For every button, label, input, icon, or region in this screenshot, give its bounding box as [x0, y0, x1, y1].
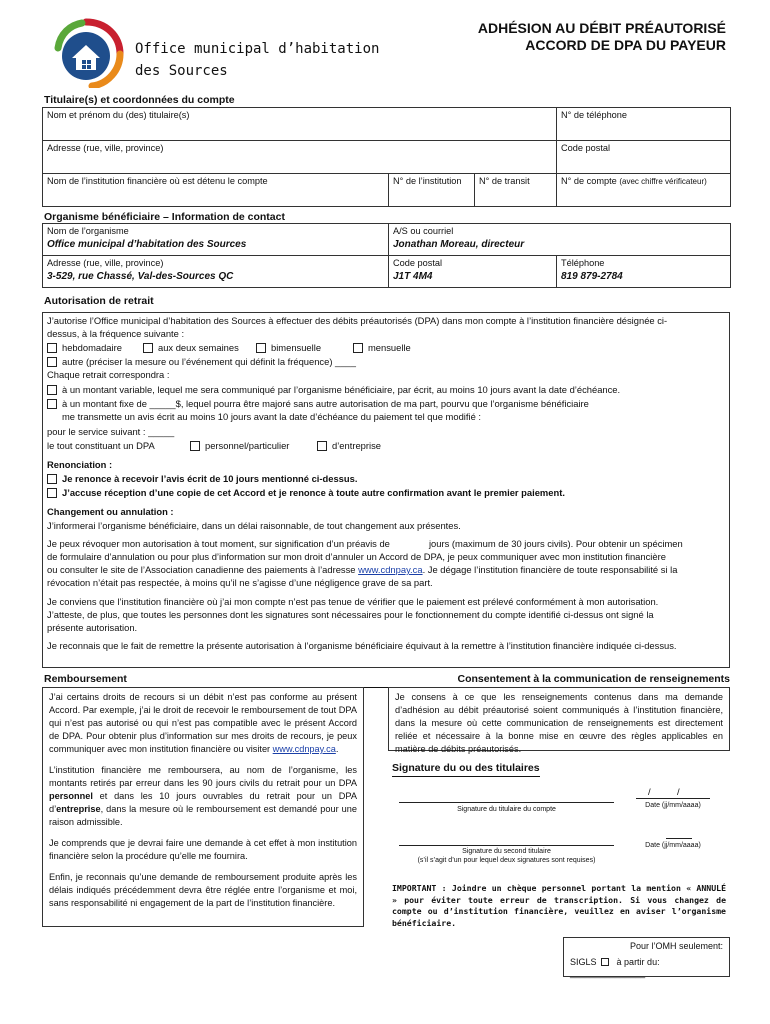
refund-p2-middle: et dans les 10 jours ouvrables du retrait pour un DPA d’: [49, 791, 357, 814]
waiver-heading: Renonciation :: [47, 459, 113, 471]
refund-paragraph-4: Enfin, je reconnais qu’une demande de remboursement produite après les délais indiqués précédemment devra être réglée entre l’organisme et moi, sans responsabilité ni engagement de la part de l’institution financière.: [49, 872, 357, 908]
fixed-amount-row: [47, 397, 725, 411]
document-title: [478, 20, 726, 54]
beneficiary-contact-label: A/S ou courriel: [393, 226, 454, 236]
holder-name-label: Nom et prénom du (des) titulaire(s): [47, 110, 190, 120]
organization-logo: [48, 18, 124, 88]
beneficiary-phone-value: 819 879-2784: [561, 270, 623, 282]
fixed-amount-label-line2: me transmette un avis écrit au moins 10 jours avant la date d’échéance du paiement tel que modifié :: [62, 410, 481, 422]
weekly-label: hebdomadaire: [62, 342, 122, 354]
office-use-sigls-row: [570, 957, 723, 980]
revoke-line2: de formulaire d’annulation ou pour plus d’information sur mon droit d’annuler un Accord de DPA, je peux communiquer avec mon institution financière: [47, 550, 666, 562]
refund-cdnpay-link[interactable]: www.cdnpay.ca: [272, 744, 336, 754]
institution-number-field[interactable]: [389, 174, 475, 207]
service-line: pour le service suivant : _____: [47, 425, 175, 437]
org-name-line1: Office municipal d’habitation: [135, 41, 380, 57]
business-dpa-checkbox[interactable]: [317, 441, 327, 451]
holder-address-field[interactable]: [43, 141, 557, 174]
consent-box: [388, 687, 730, 754]
date1-label: Date (jj/mm/aaaa): [645, 802, 701, 809]
office-use-title: Pour l’OMH seulement:: [629, 941, 723, 951]
fixed-amount-label: à un montant fixe de _____$, lequel pourra être majoré sans autre autorisation de ma part, pourvu que l’organisme bénéficiaire: [62, 397, 589, 409]
waiver-notice-row: [47, 472, 725, 486]
consent-heading: Consentement à la communication de renseignements: [392, 673, 730, 688]
beneficiary-org-cell: [43, 224, 389, 256]
holder-postal-label: Code postal: [561, 143, 611, 153]
second-signature-note: (s’il s’agit d’un pour lequel deux signatures sont requises): [417, 857, 596, 865]
authorization-intro-line2: dessus, à la fréquence suivante :: [47, 328, 185, 340]
dpa-type-row: [47, 439, 725, 453]
beneficiary-org-value: Office municipal d’habitation des Sources: [47, 238, 247, 250]
office-use-from: à partir du: _______________: [570, 956, 660, 979]
personal-dpa-checkbox[interactable]: [190, 441, 200, 451]
waiver-notice-checkbox[interactable]: [47, 474, 57, 484]
authorization-box: [42, 312, 730, 668]
account-number-label: N° de compte: [561, 176, 617, 186]
agree-line3: présente autorisation.: [47, 622, 138, 634]
cdnpay-link[interactable]: www.cdnpay.ca: [358, 564, 423, 576]
frequency-other-row: [47, 355, 725, 369]
organization-name: [135, 38, 379, 82]
date2-line[interactable]: [666, 838, 692, 839]
refund-paragraph-3: Je comprends que je devrai faire une demande à cet effet à mon institution financière selon la procédure qu’elle me fournira.: [49, 838, 357, 861]
business-dpa-label: d’entreprise: [332, 439, 381, 451]
institution-number-label: N° de l’institution: [393, 176, 462, 186]
beneficiary-postal-cell: [389, 256, 557, 288]
beneficiary-org-label: Nom de l’organisme: [47, 226, 129, 236]
beneficiary-postal-label: Code postal: [393, 258, 443, 268]
refund-heading: Remboursement: [44, 673, 390, 688]
holder-table: [42, 107, 731, 207]
variable-amount-row: [47, 383, 725, 397]
biweekly-checkbox[interactable]: [143, 343, 153, 353]
revoke-line1: Je peux révoquer mon autorisation à tout moment, sur signification d’un préavis de jours (maximum de 30 jours civils). Pour obtenir un spécimen: [47, 537, 683, 549]
agree-line1: Je conviens que l’institution financière où j’ai mon compte n’est pas tenue de vérifier que le paiement est prélevé conformément à mon autorisation.: [47, 595, 659, 607]
weekly-checkbox[interactable]: [47, 343, 57, 353]
sigls-checkbox[interactable]: [601, 958, 609, 966]
institution-name-label: Nom de l’institution financière où est détenu le compte: [47, 176, 268, 186]
holder-name-field[interactable]: [43, 108, 557, 141]
revoke-line3-text: ou consulter le site de l’Association canadienne des paiements à l’adresse: [47, 564, 359, 576]
beneficiary-address-cell: [43, 256, 389, 288]
agree-paragraph: [47, 596, 725, 635]
important-notice: IMPORTANT : Joindre un chèque personnel portant la mention « ANNULÉ » pour éviter toute erreur de transcription. Si vous changez de compte ou d’institution financière, veuillez en aviser l’organisme bénéficiaire.: [392, 883, 726, 928]
org-name-line2: des Sources: [135, 63, 228, 79]
beneficiary-postal-value: J1T 4M4: [393, 270, 433, 282]
refund-paragraph-1: [49, 691, 357, 756]
holder-address-label: Adresse (rue, ville, province): [47, 143, 164, 153]
doc-title-line1: ADHÉSION AU DÉBIT PRÉAUTORISÉ: [477, 20, 726, 36]
second-signature-labels: [399, 847, 614, 865]
authorization-intro-line1: J’autorise l’Office municipal d’habitation des Sources à effectuer des débits préautorisés (DPA) dans mon compte à l’institution financière désignée ci-: [47, 315, 668, 326]
remit-text: Je reconnais que le fait de remettre la présente autorisation à l’organisme bénéficiaire équivaut à la remettre à l’institution financière indiquée ci-dessus.: [47, 640, 677, 652]
signature-heading: Signature du ou des titulaires: [392, 762, 540, 777]
beneficiary-address-value: 3-529, rue Chassé, Val-des-Sources QC: [47, 270, 234, 282]
holder-section-heading: Titulaire(s) et coordonnées du compte: [44, 94, 235, 106]
other-frequency-label: autre (préciser la mesure ou l’événement qui définit la fréquence) ____: [62, 356, 356, 368]
refund-p2-business: entreprise: [56, 804, 101, 814]
variable-amount-checkbox[interactable]: [47, 385, 57, 395]
beneficiary-section-heading: Organisme bénéficiaire – Information de contact: [44, 211, 285, 223]
beneficiary-phone-label: Téléphone: [561, 258, 605, 268]
refund-p1-end: .: [335, 744, 339, 754]
holder-signature-label: Signature du titulaire du compte: [457, 806, 556, 813]
dpa-type-label: le tout constituant un DPA: [47, 439, 155, 451]
revoke-paragraph: [47, 538, 725, 590]
beneficiary-contact-cell: [389, 224, 731, 256]
fixed-amount-checkbox[interactable]: [47, 399, 57, 409]
refund-paragraph-2: [49, 764, 357, 829]
date2-label: Date (jj/mm/aaaa): [645, 842, 701, 849]
beneficiary-contact-value: Jonathan Moreau, directeur: [393, 238, 525, 250]
second-signature-line[interactable]: [399, 845, 614, 846]
refund-p2-end: , dans la mesure où le remboursement est demandé pour une raison admissible.: [49, 804, 357, 827]
refund-p2-personal: personnel: [49, 791, 93, 801]
refund-p1-text: J’ai certains droits de recours si un débit n’est pas conforme au présent Accord. Par exemple, j’ai le droit de recevoir le remboursement de tout DPA qui n’est pas autorisé ou qui n’est pas compatible avec le présent Accord de DPA. Pour obtenir plus d’information sur mes droits de recours, je peux communiquer avec mon institution financière ou visiter: [49, 692, 357, 754]
account-number-field[interactable]: [557, 174, 731, 207]
personal-dpa-label: personnel/particulier: [205, 439, 290, 451]
beneficiary-table: [42, 223, 731, 288]
revoke-line3: [47, 564, 725, 576]
change-heading: Changement ou annulation :: [47, 506, 174, 518]
change-text: J’informerai l’organisme bénéficiaire, dans un délai raisonnable, de tout changement aux présentes.: [47, 519, 461, 531]
refund-box: [42, 687, 364, 927]
frequency-row: [47, 341, 725, 355]
holder-phone-field[interactable]: [557, 108, 731, 141]
waiver-copy-row: [47, 486, 725, 500]
biweekly-label: aux deux semaines: [158, 342, 239, 354]
waiver-copy-label: J’accuse réception d’une copie de cet Accord et je renonce à toute autre confirmation avant le premier paiement.: [62, 487, 565, 499]
agree-line2: J’atteste, de plus, que toutes les personnes dont les signatures sont nécessaires pour le fonctionnement du compte identifié ci-dessus ont signé la: [47, 608, 654, 620]
revoke-line3-text-end: . Je dégage l’institution financière de toute responsabilité si la: [422, 564, 678, 576]
monthly-label: mensuelle: [368, 342, 411, 354]
sigls-label: SIGLS: [570, 956, 597, 967]
bimonthly-label: bimensuelle: [271, 342, 322, 354]
account-number-note: (avec chiffre vérificateur): [619, 177, 707, 186]
waiver-notice-label: Je renonce à recevoir l’avis écrit de 10 jours mentionné ci-dessus.: [62, 473, 358, 485]
bimonthly-checkbox[interactable]: [256, 343, 266, 353]
transit-number-field[interactable]: [475, 174, 557, 207]
holder-signature-line[interactable]: [399, 802, 614, 803]
monthly-checkbox[interactable]: [353, 343, 363, 353]
variable-amount-label: à un montant variable, lequel me sera communiqué par l’organisme bénéficiaire, par écrit, au moins 10 jours avant la date d’échéance.: [62, 383, 621, 395]
authorization-section-heading: Autorisation de retrait: [44, 295, 154, 307]
date1-line[interactable]: [636, 798, 710, 799]
transit-number-label: N° de transit: [479, 176, 530, 186]
amount-intro: Chaque retrait correspondra :: [47, 369, 170, 381]
other-frequency-checkbox[interactable]: [47, 357, 57, 367]
office-use-box: [563, 937, 730, 977]
beneficiary-address-label: Adresse (rue, ville, province): [47, 258, 164, 268]
holder-postal-field[interactable]: [557, 141, 731, 174]
doc-title-line2: ACCORD DE DPA DU PAYEUR: [525, 37, 726, 53]
holder-phone-label: N° de téléphone: [561, 110, 628, 120]
consent-text: Je consens à ce que les renseignements contenus dans ma demande d’adhésion au débit préautorisé soient communiqués à l’institution financière, dans la mesure où cette communication de renseignements est directement reliée et nécessaire à la bonne mise en œuvre des règles applicables en matière de débits préautorisés.: [395, 692, 723, 754]
waiver-copy-checkbox[interactable]: [47, 488, 57, 498]
refund-p2-text: L’institution financière me remboursera, au nom de l’organisme, les montants retirés par erreur dans les 90 jours civils du retrait pour un DPA: [49, 765, 357, 788]
beneficiary-phone-cell: [557, 256, 731, 288]
date1-slashes: / /: [648, 787, 680, 798]
second-signature-label: Signature du second titulaire: [462, 848, 551, 855]
revoke-line4: révocation n’était pas respectée, à moins qu’il ne s’agisse d’une négligence grave de sa part.: [47, 577, 433, 589]
institution-name-field[interactable]: [43, 174, 389, 207]
